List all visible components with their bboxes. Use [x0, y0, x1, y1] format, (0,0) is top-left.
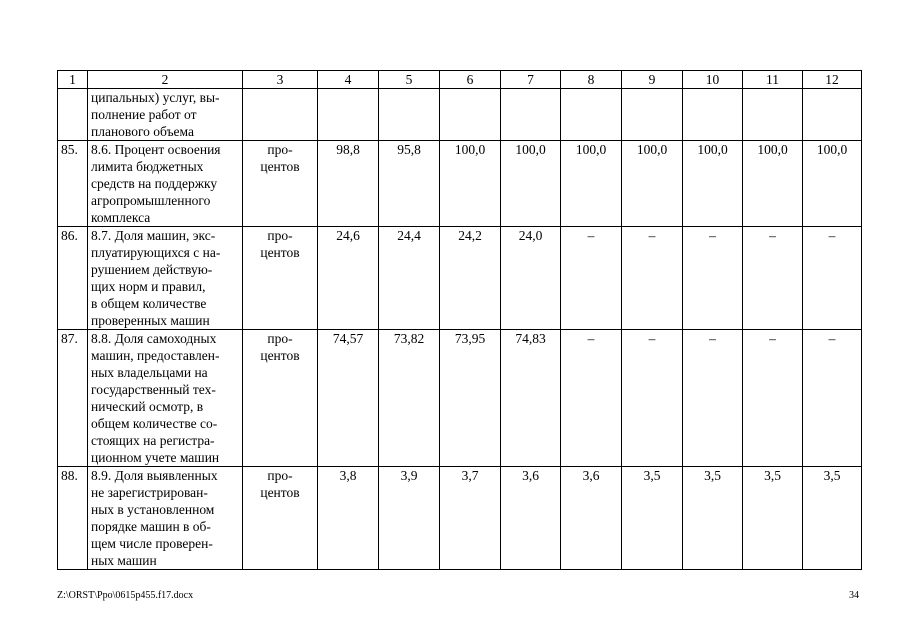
column-header: 5	[379, 71, 440, 89]
column-header: 12	[803, 71, 862, 89]
value-cell: 95,8	[379, 141, 440, 227]
table-row	[58, 330, 862, 467]
value-cell: 24,4	[379, 227, 440, 330]
description-line: полнение работ от	[91, 107, 197, 122]
description-line: лимита бюджетных	[91, 159, 204, 174]
value-cell: 100,0	[803, 141, 862, 227]
column-header: 6	[440, 71, 501, 89]
value-cell: –	[803, 227, 862, 330]
indicator-description	[88, 89, 243, 141]
data-table	[57, 70, 862, 570]
indicator-description	[88, 227, 243, 330]
value-cell: 100,0	[561, 141, 622, 227]
value-cell	[622, 89, 683, 141]
unit-line: центов	[260, 485, 300, 500]
description-line: рушением действую-	[91, 262, 213, 277]
unit-line: про-	[267, 468, 293, 483]
table-row	[58, 467, 862, 570]
header-row	[58, 71, 862, 89]
value-cell: 3,6	[561, 467, 622, 570]
description-line: 8.7. Доля машин, экс-	[91, 228, 216, 243]
indicator-description	[88, 467, 243, 570]
description-line: ных в установленном	[91, 502, 215, 517]
description-line: 8.6. Процент освоения	[91, 142, 221, 157]
row-number: 88.	[58, 467, 88, 570]
description-line: государственный тех-	[91, 382, 216, 397]
description-line: комплекса	[91, 210, 151, 225]
description-line: щих норм и правил,	[91, 279, 206, 294]
value-cell: –	[622, 330, 683, 467]
description-line: щем числе проверен-	[91, 536, 213, 551]
value-cell	[743, 89, 803, 141]
description-line: в общем количестве	[91, 296, 207, 311]
description-line: ципальных) услуг, вы-	[91, 90, 220, 105]
indicator-description	[88, 141, 243, 227]
value-cell: 3,8	[318, 467, 379, 570]
column-header: 1	[58, 71, 88, 89]
unit-line: про-	[267, 142, 293, 157]
value-cell	[318, 89, 379, 141]
value-cell: –	[622, 227, 683, 330]
value-cell: 24,0	[501, 227, 561, 330]
row-number: 86.	[58, 227, 88, 330]
value-cell: –	[743, 330, 803, 467]
value-cell: –	[803, 330, 862, 467]
description-line: планового объема	[91, 124, 194, 139]
row-number	[58, 89, 88, 141]
value-cell	[683, 89, 743, 141]
column-header: 8	[561, 71, 622, 89]
value-cell: 3,9	[379, 467, 440, 570]
value-cell: –	[683, 227, 743, 330]
unit-cell	[243, 227, 318, 330]
value-cell: 100,0	[622, 141, 683, 227]
value-cell: 74,83	[501, 330, 561, 467]
unit-cell	[243, 467, 318, 570]
value-cell	[379, 89, 440, 141]
value-cell: –	[561, 227, 622, 330]
value-cell: 3,5	[743, 467, 803, 570]
description-line: проверенных машин	[91, 313, 210, 328]
row-number: 87.	[58, 330, 88, 467]
description-line: не зарегистрирован-	[91, 485, 208, 500]
value-cell: 74,57	[318, 330, 379, 467]
unit-cell	[243, 330, 318, 467]
unit-line: центов	[260, 245, 300, 260]
value-cell: 100,0	[440, 141, 501, 227]
description-line: плуатирующихся с на-	[91, 245, 221, 260]
description-line: стоящих на регистра-	[91, 433, 215, 448]
column-header: 11	[743, 71, 803, 89]
page-number: 34	[849, 590, 859, 601]
description-line: 8.9. Доля выявленных	[91, 468, 218, 483]
value-cell: –	[743, 227, 803, 330]
indicator-description	[88, 330, 243, 467]
description-line: нический осмотр, в	[91, 399, 204, 414]
column-header: 2	[88, 71, 243, 89]
description-line: ционном учете машин	[91, 450, 220, 465]
unit-line: про-	[267, 331, 293, 346]
value-cell: 73,95	[440, 330, 501, 467]
unit-line: центов	[260, 348, 300, 363]
value-cell: 3,5	[622, 467, 683, 570]
column-header: 4	[318, 71, 379, 89]
row-number: 85.	[58, 141, 88, 227]
file-path: Z:\ORST\Ppo\0615p455.f17.docx	[57, 590, 194, 601]
value-cell: 24,6	[318, 227, 379, 330]
value-cell: 73,82	[379, 330, 440, 467]
table-row	[58, 227, 862, 330]
description-line: порядке машин в об-	[91, 519, 211, 534]
unit-cell	[243, 89, 318, 141]
unit-line: центов	[260, 159, 300, 174]
value-cell: –	[561, 330, 622, 467]
description-line: средств на поддержку	[91, 176, 218, 191]
value-cell	[440, 89, 501, 141]
column-header: 7	[501, 71, 561, 89]
value-cell	[803, 89, 862, 141]
column-header: 9	[622, 71, 683, 89]
value-cell: 3,5	[803, 467, 862, 570]
description-line: общем количестве со-	[91, 416, 218, 431]
value-cell	[561, 89, 622, 141]
value-cell: 24,2	[440, 227, 501, 330]
value-cell: 98,8	[318, 141, 379, 227]
table-row	[58, 89, 862, 141]
unit-cell	[243, 141, 318, 227]
value-cell: –	[683, 330, 743, 467]
column-header: 10	[683, 71, 743, 89]
column-header: 3	[243, 71, 318, 89]
value-cell: 3,7	[440, 467, 501, 570]
description-line: 8.8. Доля самоходных	[91, 331, 217, 346]
value-cell: 100,0	[683, 141, 743, 227]
value-cell: 3,5	[683, 467, 743, 570]
description-line: ных владельцами на	[91, 365, 208, 380]
value-cell: 100,0	[743, 141, 803, 227]
description-line: ных машин	[91, 553, 157, 568]
value-cell	[501, 89, 561, 141]
value-cell: 3,6	[501, 467, 561, 570]
unit-line: про-	[267, 228, 293, 243]
value-cell: 100,0	[501, 141, 561, 227]
description-line: агропромышленного	[91, 193, 211, 208]
table-row	[58, 141, 862, 227]
description-line: машин, предоставлен-	[91, 348, 220, 363]
